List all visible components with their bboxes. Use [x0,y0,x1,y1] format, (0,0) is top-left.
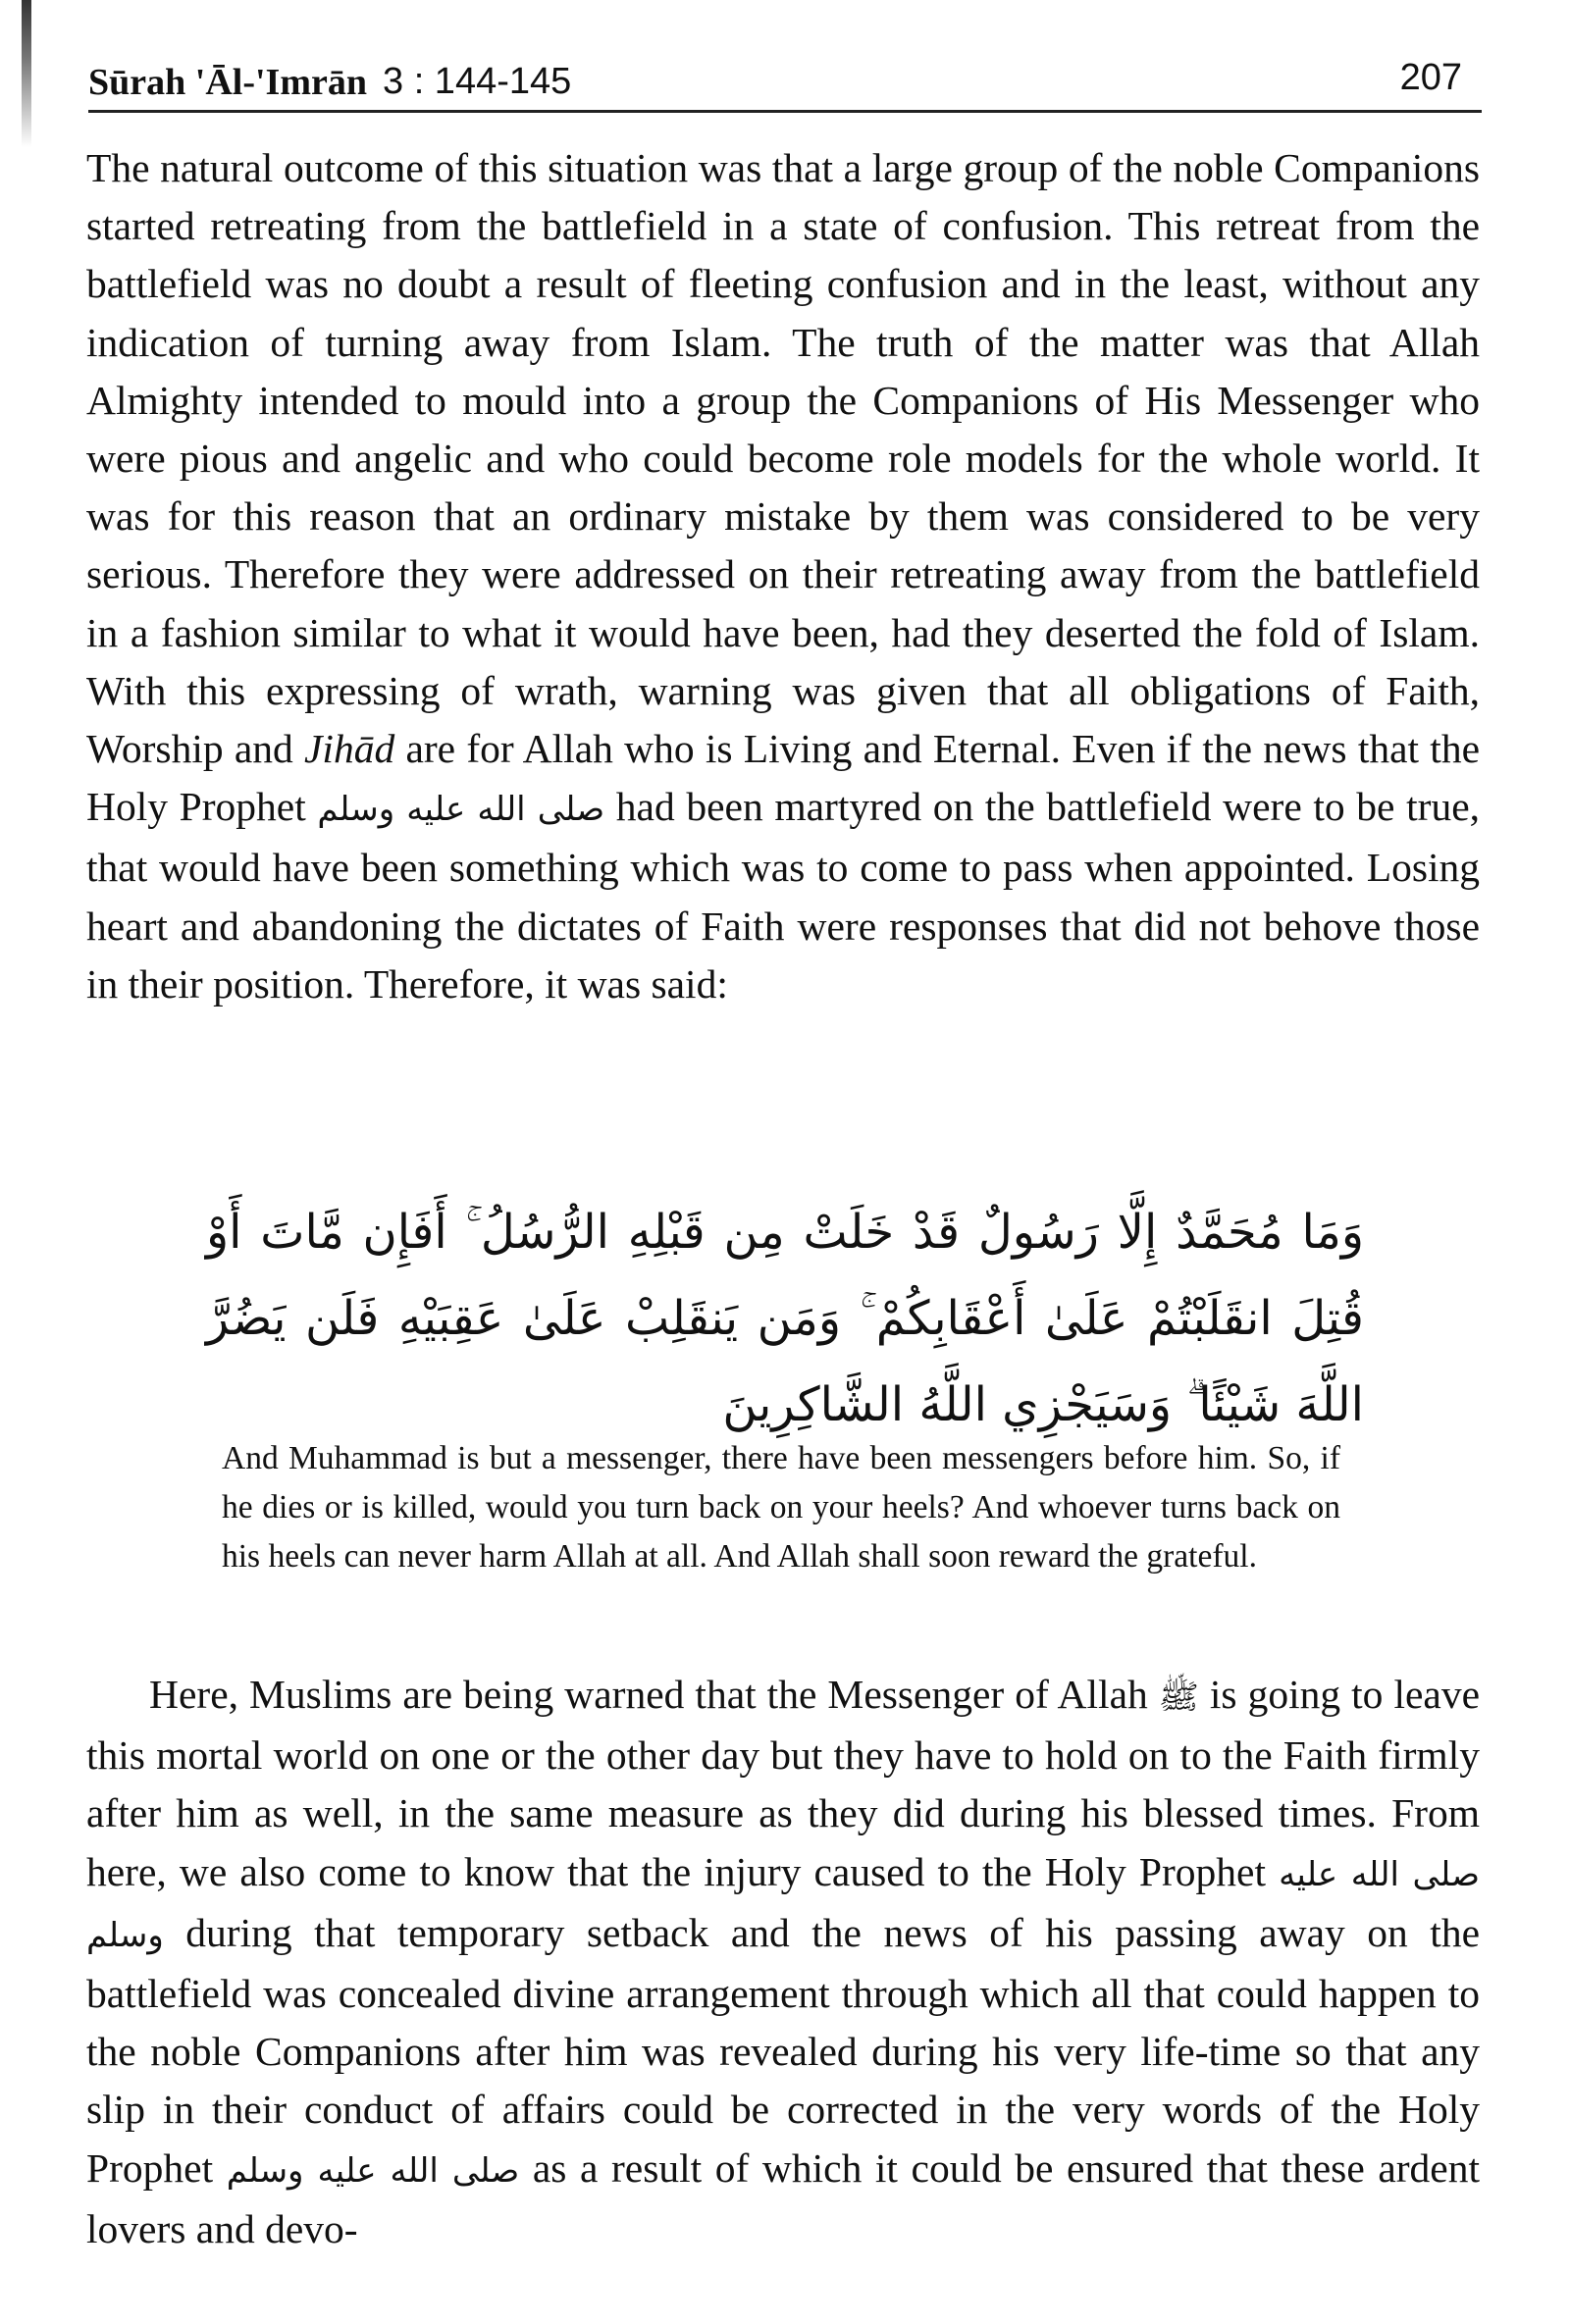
header-surah-name: Sūrah 'Āl-'Imrān [88,62,367,103]
paragraph-2-text-b: is going to leave this mortal world on one or the other day but they have to hold on to the Faith firmly after him as well, in the same measure as they did during his blessed times. From here, we also come to know that the injury caused to the Holy Prophet [86,1672,1480,1894]
header-verse-reference: 3 : 144-145 [383,61,572,102]
verse-translation: And Muhammad is but a messenger, there have been messengers before him. So, if he dies or is killed, would you turn back on your heels? And whoever turns back on his heels can never harm Allah at all. And Allah shall soon reward the grateful. [222,1440,1340,1575]
paragraph-1-text-b: are for Allah who is Living and Eternal. Even if the news that the Holy Prophet [86,726,1480,830]
salutation-arabic: صلى الله عليه وسلم [226,2150,520,2191]
paragraph-1 [86,139,1480,1013]
paragraph-1-text-c: had been martyred on the battlefield were to be true, that would have been something which was to come to pass when appointed. Losing heart and abandoning the dictates of Faith were responses that did not behove those in their position. Therefore, it was said: [86,784,1480,1007]
paragraph-2-text-a: Here, Muslims are being warned that the Messenger of Allah [149,1672,1159,1717]
paragraph-2-text-c: during that temporary setback and the news of his passing away on the battlefield was concealed divine arrangement through which all that could happen to the noble Companions after him was revealed during his very life-time so that any slip in their conduct of affairs could be corrected in the very words of the Holy Prophet [86,1909,1480,2191]
salutation-arabic: صلى الله عليه وسلم [86,1854,1480,1955]
paragraph-2 [86,1666,1480,2258]
running-header [88,51,1482,113]
term-jihad: Jihād [304,726,395,772]
paragraph-2-text-d: as a result of which it could be ensured that these ardent lovers and devo- [86,2144,1481,2251]
salutation-arabic: صلى الله عليه وسلم [317,790,605,830]
paragraph-1-text-a: The natural outcome of this situation was that a large group of the noble Companions started retreating from the battlefield in a state of confusion. This retreat from the battlefield was no doubt a result of fleeting confusion and in the least, without any indication of turning away from Islam. The truth of the matter was that Allah Almighty intended to mould into a group the Companions of His Messenger who were pious and angelic and who could become role models for the whole world. It was for this reason that an ordinary mistake by them was considered to be very serious. Therefore they were addressed on their retreating away from the battlefield in a fashion similar to what it would have been, had they deserted the fold of Islam. With this expressing of wrath, warning was given that all obligations of Faith, Worship and [86,145,1480,772]
quran-verse-arabic: وَمَا مُحَمَّدٌ إِلَّا رَسُولٌ قَدْ خَلَتْ مِن قَبْلِهِ الرُّسُلُ ۚ أَفَإِن مَّاتَ أَوْ قُتِلَ انقَلَبْتُمْ عَلَىٰ أَعْقَابِكُمْ ۚ وَمَن يَنقَلِبْ عَلَىٰ عَقِبَيْهِ فَلَن يَضُرَّ اللَّهَ شَيْئًا ۗ وَسَيَجْزِي اللَّهُ الشَّاكِرِينَ [206,1205,1364,1432]
salutation-symbol: ﷺ [1158,1678,1199,1717]
page-number: 207 [1399,57,1462,98]
scan-edge-shadow [22,0,31,147]
